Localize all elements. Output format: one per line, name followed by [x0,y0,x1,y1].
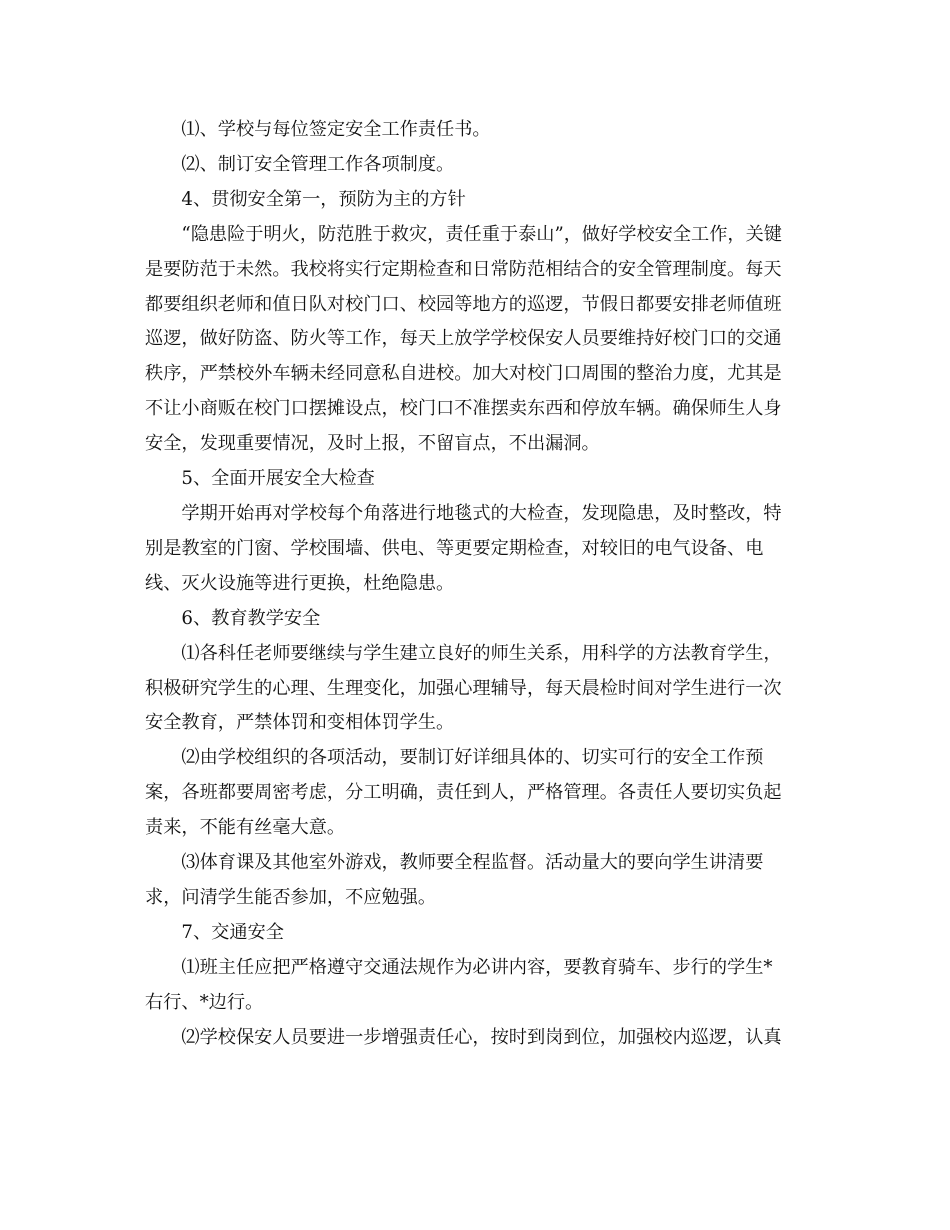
paragraph-line: ⑶体育课及其他室外游戏，教师要全程监督。活动量大的要向学生讲清要 [181,852,764,874]
paragraph-line: ⑵由学校组织的各项活动，要制订好详细具体的、切实可行的安全工作预 [181,747,764,769]
paragraph [145,497,810,602]
paragraph-line: ⑴各科任老师要继续与学生建立良好的师生关系，用科学的方法教育学生， [181,642,782,664]
paragraph-line: 学期开始再对学校每个角落进行地毯式的大检查，发现隐患，及时整改，特 [181,502,782,524]
paragraph-line: 5、全面开展安全大检查 [181,468,375,490]
paragraph [145,183,810,218]
paragraph [145,218,810,462]
paragraph [145,741,810,846]
paragraph [145,846,810,916]
paragraph-line: ⑴班主任应把严格遵守交通法规作为必讲内容，要教育骑车、步行的学生* [181,956,773,978]
paragraph-line: 求，问清学生能否参加，不应勉强。 [145,886,437,908]
paragraph-line: 线、灭火设施等进行更换，杜绝隐患。 [145,572,455,594]
paragraph-line: 不让小商贩在校门口摆摊设点，校门口不准摆卖东西和停放车辆。确保师生人身 [145,398,782,420]
paragraph-line: 责来，不能有丝毫大意。 [145,817,346,839]
paragraph [145,637,810,742]
paragraph-line: 是要防范于未然。我校将实行定期检查和日常防范相结合的安全管理制度。每天 [145,258,782,280]
paragraph-line: 右行、*边行。 [145,991,264,1013]
paragraph-line: 积极研究学生的心理、生理变化，加强心理辅导，每天晨检时间对学生进行一次 [145,677,782,699]
paragraph-line: 安全，发现重要情况，及时上报，不留盲点，不出漏洞。 [145,433,600,455]
paragraph [145,602,810,637]
paragraph [145,916,810,951]
paragraph-line: 秩序，严禁校外车辆未经同意私自进校。加大对校门口周围的整治力度，尤其是 [145,363,782,385]
paragraph-line: 案，各班都要周密考虑，分工明确，责任到人，严格管理。各责任人要切实负起 [145,782,782,804]
paragraph-line: “隐患险于明火，防范胜于救灾，责任重于泰山”，做好学校安全工作，关键 [181,223,782,245]
paragraph-line: 都要组织老师和值日队对校门口、校园等地方的巡逻，节假日都要安排老师值班 [145,293,782,315]
paragraph-line: 7、交通安全 [181,921,284,943]
paragraph [145,113,810,148]
paragraph-line: 巡逻，做好防盗、防火等工作，每天上放学学校保安人员要维持好校门口的交通 [145,328,782,350]
paragraph [145,148,810,183]
paragraph [145,1021,810,1056]
paragraph-line: 4、贯彻安全第一，预防为主的方针 [181,188,466,210]
document-body [145,113,810,1055]
paragraph-line: ⑵学校保安人员要进一步增强责任心，按时到岗到位，加强校内巡逻，认真 [181,1026,782,1048]
paragraph-line: 6、教育教学安全 [181,607,321,629]
paragraph [145,951,810,1021]
paragraph-line: 别是教室的门窗、学校围墙、供电、等更要定期检查，对较旧的电气设备、电 [145,537,764,559]
paragraph [145,462,810,497]
paragraph-line: 安全教育，严禁体罚和变相体罚学生。 [145,712,455,734]
paragraph-line: ⑵、制订安全管理工作各项制度。 [181,153,455,175]
paragraph-line: ⑴、学校与每位签定安全工作责任书。 [181,119,491,140]
